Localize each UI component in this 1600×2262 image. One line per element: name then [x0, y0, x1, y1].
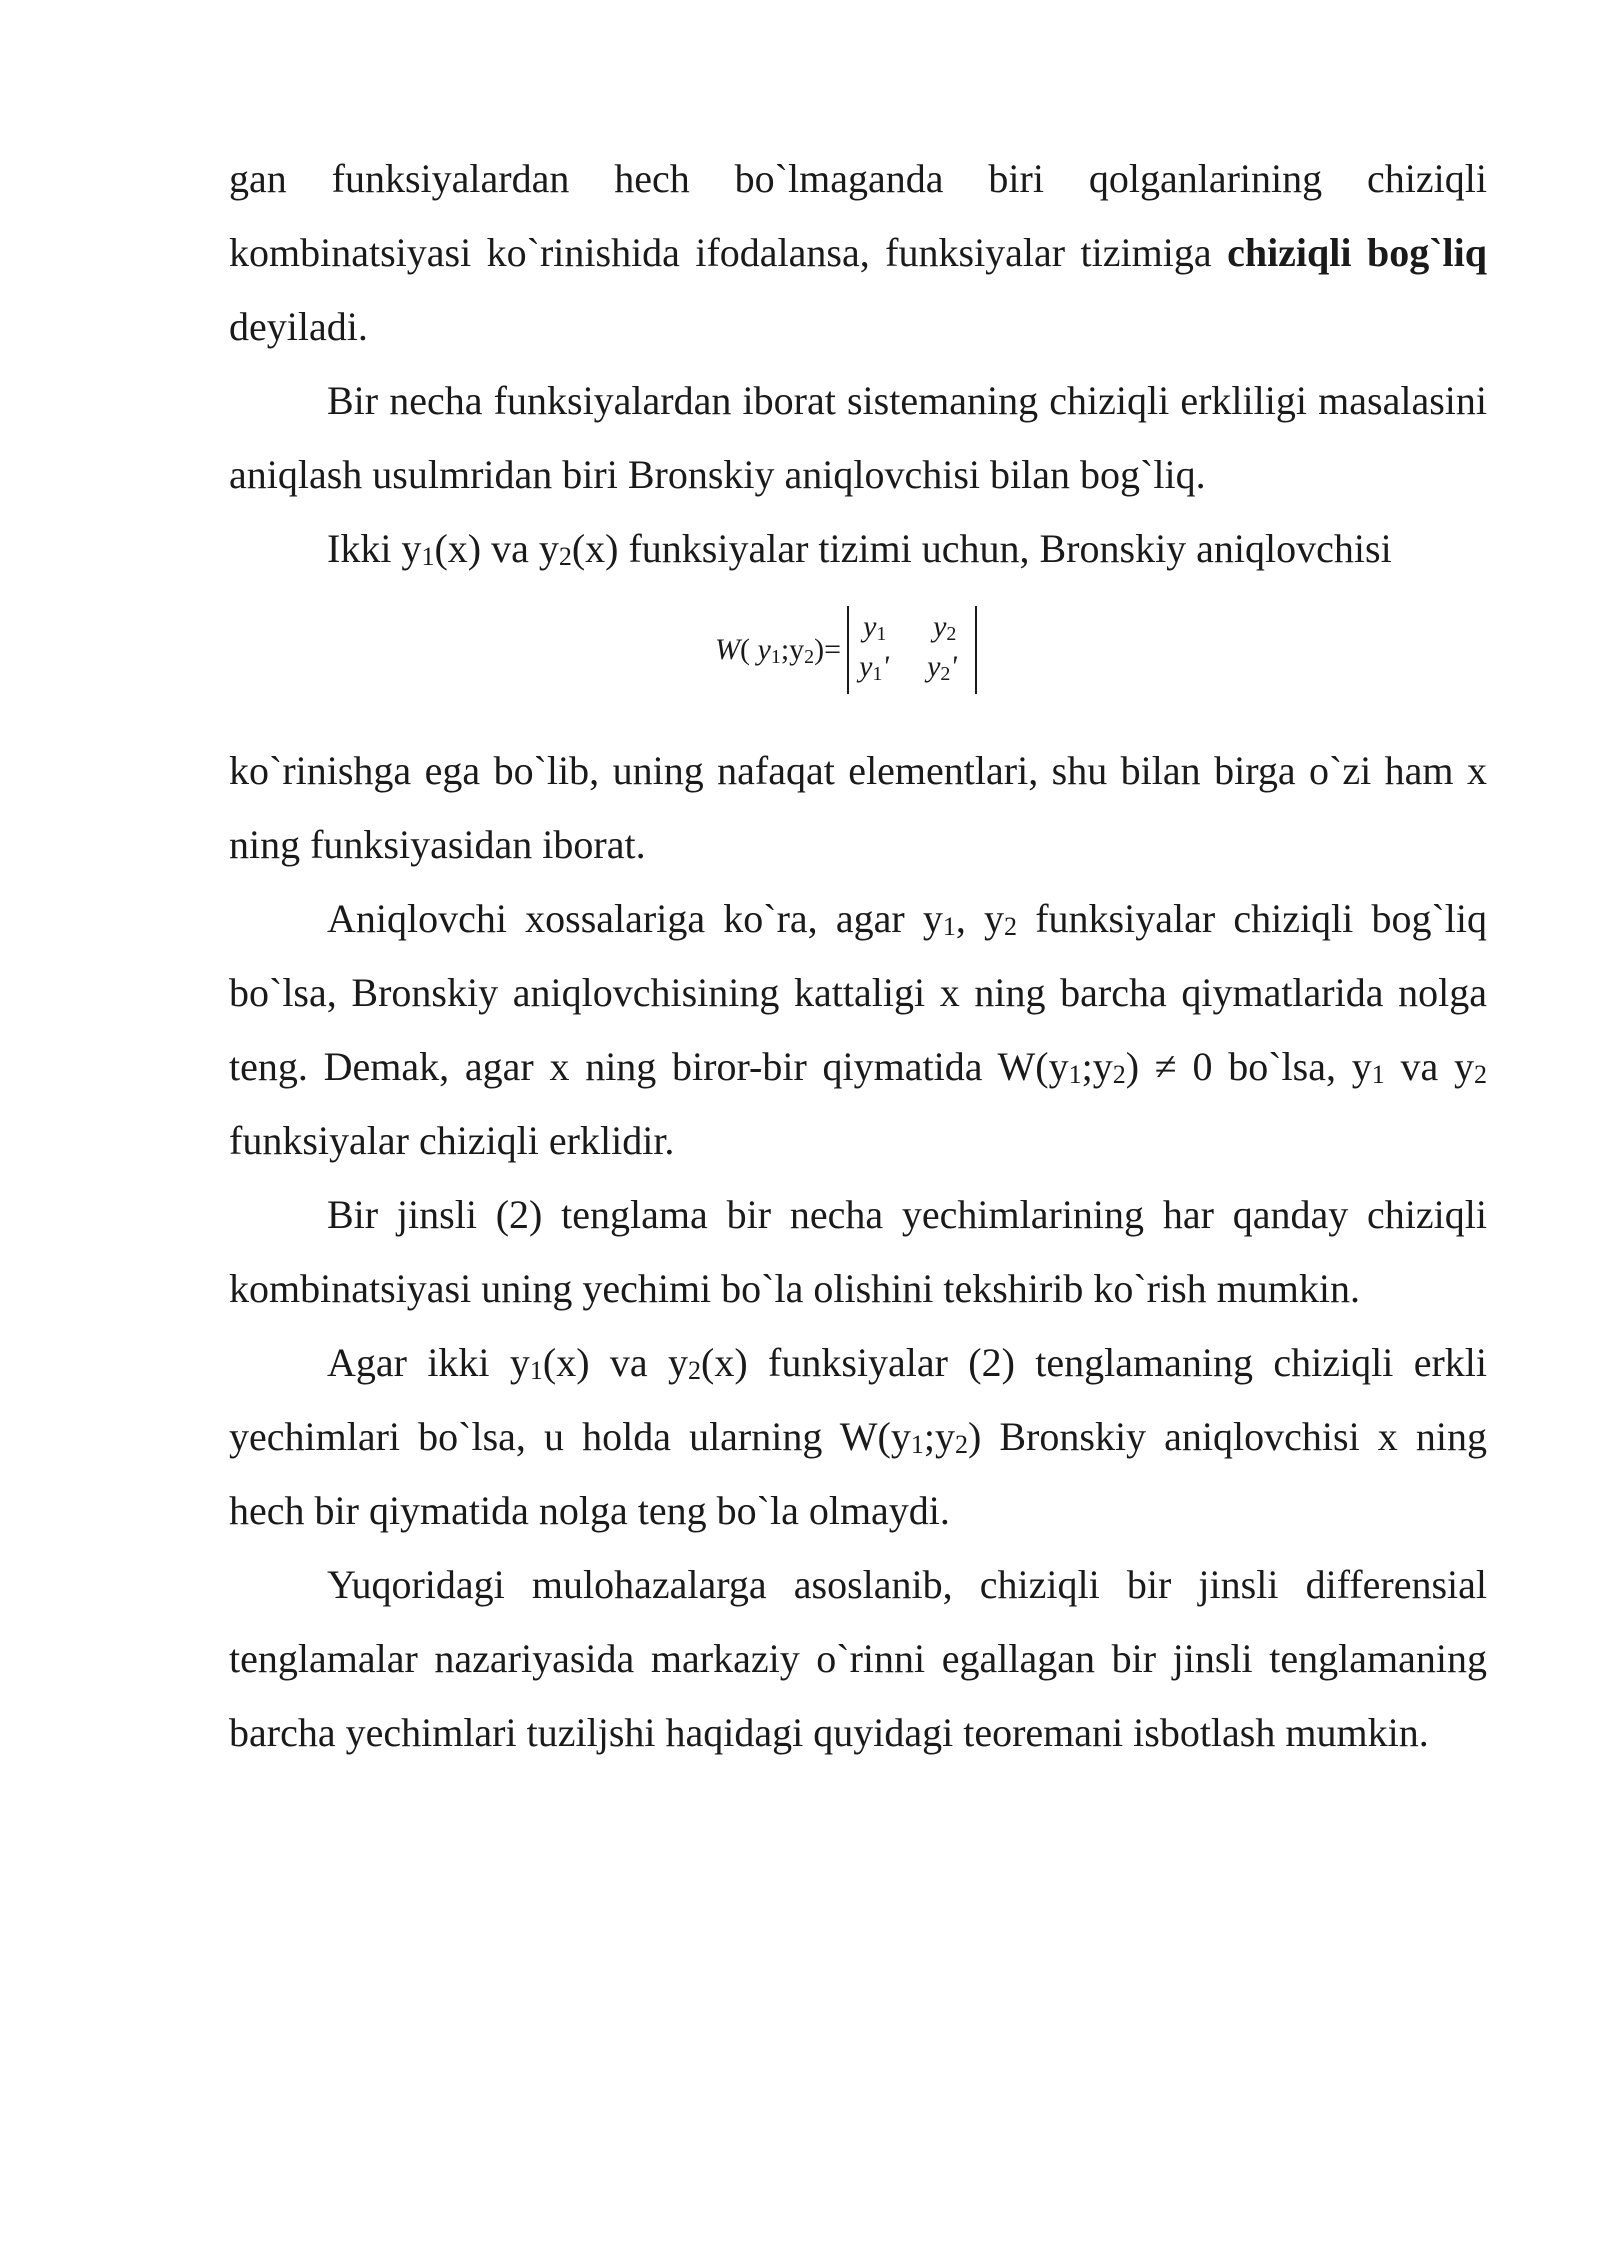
p5-text: ;y — [1081, 1044, 1113, 1089]
p5-text: va y — [1384, 1044, 1474, 1089]
p5-sub: 1 — [1068, 1060, 1082, 1089]
paragraph-1-text-b: deyiladi. — [229, 304, 368, 349]
matrix-cell-11 — [863, 610, 887, 645]
determinant-matrix — [847, 606, 977, 694]
paragraph-5 — [229, 882, 1487, 1178]
p7-text: ) Bronskiy aniqlovchisi x ning hech bir qiymatida nolga teng bo`la olmaydi. — [229, 1414, 1488, 1533]
p7-sub: 1 — [529, 1356, 543, 1385]
cell-sub: 2 — [946, 623, 957, 645]
p5-text: funksiyalar chiziqli bog`liq bo`lsa, Bronskiy aniqlovchisining kattaligi x ning barcha qiymatlarida nolga teng. Demak, agar x ning biror-bir qiymatida W(y — [229, 896, 1488, 1089]
p3-sub: 2 — [558, 542, 572, 571]
formula-lhs — [715, 633, 842, 668]
matrix-cell-22 — [927, 650, 957, 685]
document-body — [229, 142, 1487, 1770]
cell-sub: 2 — [940, 663, 951, 685]
p7-text: Agar ikki y — [327, 1340, 530, 1385]
cell-prime: ' — [950, 650, 957, 683]
paragraph-7 — [229, 1326, 1487, 1548]
p5-text: ) ≠ 0 bo`lsa, y — [1125, 1044, 1372, 1089]
cell-var: y — [933, 610, 947, 643]
p3-text: (x) va y — [434, 526, 559, 571]
paragraph-4: ko`rinishga ega bo`lib, uning nafaqat elementlari, shu bilan birga o`zi ham x ning funksiyasidan iborat. — [229, 748, 1487, 867]
formula-paren-open: ( — [740, 633, 758, 666]
p7-text: (x) va y — [542, 1340, 689, 1385]
paragraph-1-text-a: gan funksiyalardan hech bo`lmaganda biri qolganlarining chiziqli kombinatsiyasi ko`rinishida ifodalansa, funksiyalar tizimiga — [229, 156, 1487, 275]
cell-var: y — [859, 650, 873, 683]
p7-text: ;y — [923, 1414, 955, 1459]
p7-sub: 1 — [910, 1430, 924, 1459]
p7-sub: 2 — [688, 1356, 702, 1385]
paragraph-6: Bir jinsli (2) tenglama bir necha yechimlarining har qanday chiziqli kombinatsiyasi uning yechimi bo`la olishini tekshirib ko`rish mumkin. — [229, 1192, 1487, 1311]
formula-sub: 1 — [770, 646, 781, 668]
p5-sub: 2 — [1004, 912, 1018, 941]
p3-text: (x) funksiyalar tizimi uchun, Bronskiy aniqlovchisi — [571, 526, 1392, 571]
paragraph-8: Yuqoridagi mulohazalarga asoslanib, chiziqli bir jinsli differensial tenglamalar nazariyasida markaziy o`rinni egallagan bir jinsli tenglamaning barcha yechimlari tuziljshi haqidagi quyidagi teoremani isbotlash mumkin. — [229, 1562, 1487, 1755]
p5-sub: 1 — [1371, 1060, 1385, 1089]
paragraph-3 — [229, 512, 1487, 586]
p3-text: Ikki y — [327, 526, 422, 571]
matrix-cell-12 — [933, 610, 957, 645]
p5-sub: 2 — [1474, 1060, 1487, 1089]
cell-var: y — [927, 650, 941, 683]
cell-sub: 1 — [876, 623, 887, 645]
p5-sub: 1 — [942, 912, 956, 941]
matrix-cell-21 — [859, 650, 889, 685]
paragraph-1 — [229, 142, 1487, 364]
p5-text: , y — [955, 896, 1005, 941]
p3-sub: 1 — [421, 542, 435, 571]
cell-var: y — [863, 610, 877, 643]
p5-sub: 2 — [1112, 1060, 1126, 1089]
wronskian-formula — [715, 606, 977, 694]
p5-text: Aniqlovchi xossalariga ko`ra, agar y — [327, 896, 943, 941]
p7-sub: 2 — [954, 1430, 968, 1459]
term-chiziqli-bogliq: chiziqli bog`liq — [1227, 230, 1487, 275]
p5-text: funksiyalar chiziqli erklidir. — [229, 1118, 675, 1163]
wronskian-formula-block — [229, 586, 1487, 734]
formula-y: y — [757, 633, 771, 666]
p7-text: (x) funksiyalar (2) tenglamaning chiziqli erkli yechimlari bo`lsa, u holda ularning W(y — [229, 1340, 1487, 1459]
paragraph-2: Bir necha funksiyalardan iborat sistemaning chiziqli erkliligi masalasini aniqlash usulmridan biri Bronskiy aniqlovchisi bilan bog`liq. — [229, 378, 1487, 497]
formula-sub: 2 — [804, 646, 815, 668]
formula-w: W — [715, 633, 740, 666]
cell-prime: ' — [882, 650, 889, 683]
formula-paren-close: )= — [814, 633, 842, 666]
cell-sub: 1 — [872, 663, 883, 685]
formula-sep: ;y — [780, 633, 805, 666]
